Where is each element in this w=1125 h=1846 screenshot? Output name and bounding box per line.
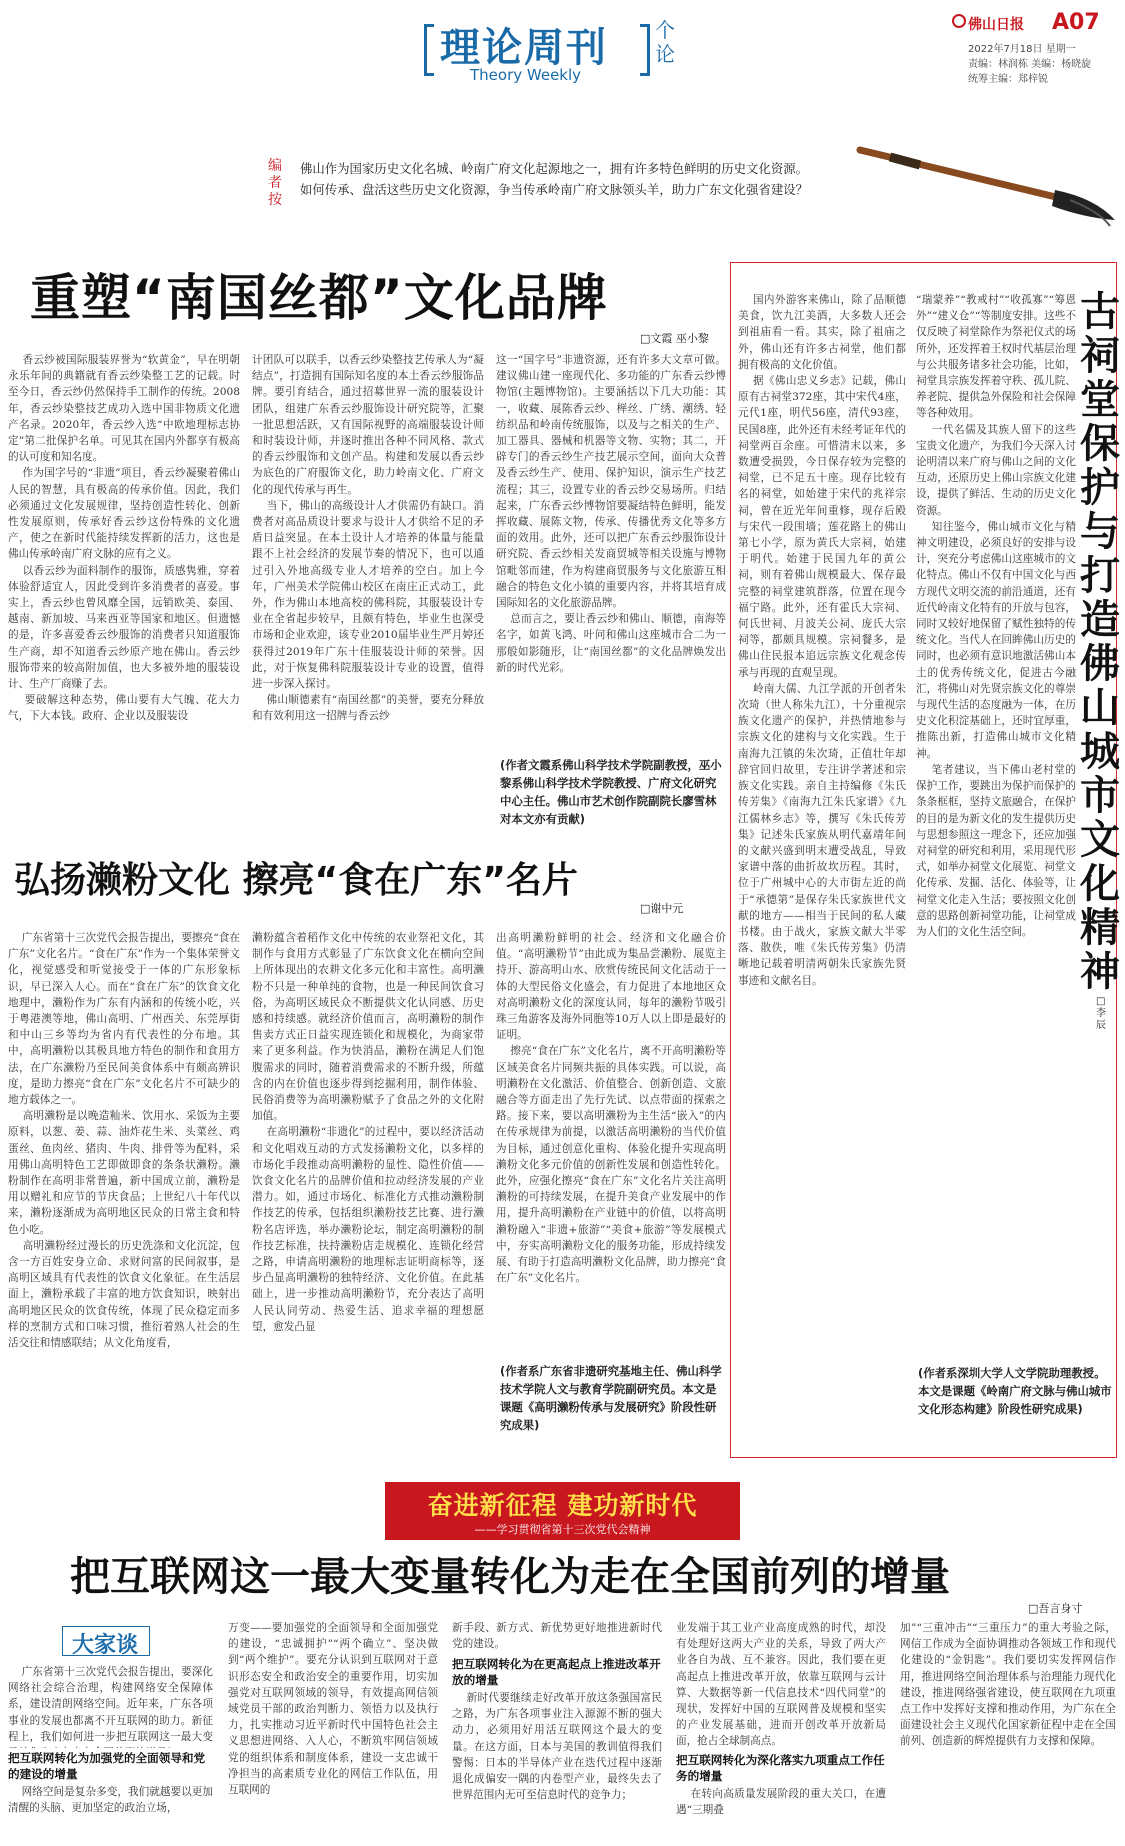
article4-subhead-2: 把互联网转化为在更高起点上推进改革开放的增量 (452, 1657, 661, 1687)
article1-author-credit: (作者文霞系佛山科学技术学院副教授，巫小黎系佛山科学技术学院教授、广府文化研究中心主任。佛山市艺术创作院副院长廖雪林对本文亦有贡献) (500, 758, 722, 826)
article2-author-credit: (作者系广东省非遗研究基地主任、佛山科学技术学院人文与教育学院副研究员。本文是课题《高明濑粉传承与发展研究》阶段性研究成果) (500, 1364, 722, 1432)
article4-subhead-1: 把互联网转化为加强党的全面领导和党的建设的增量 (8, 1751, 206, 1781)
article4-byline: □吾言身寸 (1028, 1602, 1083, 1615)
article3-column-2-continued (916, 1112, 1112, 1362)
paper-name: 佛山日报 (968, 17, 1024, 33)
article3-author-credit: (作者系深圳大学人文学院助理教授。本文是课题《岭南广府文脉与佛山城市文化形态构建》阶段性研究成果) (918, 1366, 1112, 1416)
campaign-banner-subtitle: ——学习贯彻省第十三次党代会精神 (474, 1523, 651, 1536)
article3-column-2: “瑞蒙养”“教戒村”“收孤寡”“筹恩外”“建义仓”“等制度安排。这些不仅反映了祠堂除作为祭祀仪式的场所外，还发挥着王权时代基层治理与公共服务诸多社会功能，比如，祠堂具宗族发挥着守秩、孤儿院、养老院、提供急外保险和社会保障等各种效用。 一代名儒及其族人留下的这些宝贵文化遗产，为我们今天深入讨论明清以来广府与佛山之间的文化互动，还原历史上佛山宗族文化建设，提供了鲜活、生动的历史文化资源。 知往鉴今，佛山城市文化与精神文明建设，必须良好的安排与设计，突充分考虑佛山这座城市的文化特点。佛山不仅有中国文化与西方现代文明交流的前沿通道，还有近代岭南文化特有的开放与包容，同时又较好地保留了赋性独特的传统文化。当代人在回眸佛山历史的同时，也必须有意识地激活佛山本土的优秀传统文化，促进古今融汇，将佛山对先贤宗族文化的尊崇与现代生活的态度融为一体，在历史文化积淀基础上，还时宜厚重，推陈出新，打造佛山城市文化精神。 笔者建议，当下佛山老村堂的保护工作，要跳出为保护而保护的条条框框，坚持文旅融合，在保护的目的是为新文化的发生提供历史与思想参照这一理念下，还应加强对祠堂的研究和利用，采用现代形式，如举办祠堂文化展览、祠堂文化传承、发掘、活化、体验等，让祠堂文化走入生活；要按照文化创意的思路创新祠堂功能，让祠堂成为人们的文化生活空间。 (916, 294, 1076, 938)
article3-byline: □李辰 (1096, 996, 1106, 1031)
article4-column-1: 广东省第十三次党代会报告提出，要深化网络社会综合治理，构建网络安全保障体系，建设清朗网络空间。近年来，广东各项事业的发展也都离不开互联网的助力。新征程上，我们如何进一步把互联网这一最大变 (8, 1666, 213, 1743)
article4-column-2: 万变——要加强党的全面领导和全面加强党的建设，“忠诚拥护”“两个确立”、坚决做到“两个维护”。要充分认识到互联网对于意识形态安全和政治安全的重要作用，切实加强党对互联网领域的领导，有效提高网信领域党员干部的政治判断力、领悟力以及执行力，扎实推动习近平新时代中国特色社会主义思想进网络、入人心，不断筑牢网信领域党的组织体系和制度体系，建设一支忠诚干净担当的高素质专业化的网信工作队伍，用互联网的 (228, 1622, 438, 1797)
article4-title: 把互联网这一最大变量转化为走在全国前列的增量 (70, 1554, 950, 1600)
article4-column-5: 加”“三重冲击”“三重压力”的重大考验之际，网信工作成为全面协调推动各领域工作和现代化建设的“金钥匙”。我们要切实发挥网信作用，推进网络空间治理体系与治理能力现代化建设，推进网络强省建设，使互联网在九项重点工作中发挥好支撑和推动作用，为广东在全面建设社会主义现代化国家新征程中走在全国前列、创造新的辉煌提供有力支撑和保障。 (900, 1622, 1116, 1748)
paper-logo-icon (952, 14, 966, 28)
masthead-frame-right (640, 24, 650, 76)
article2-column-3: 出高明濑粉鲜明的社会、经济和文化融合价值。“高明濑粉节”由此成为集品尝濑粉、展览主持开、游高明山水、欣赏传统民间文化活动于一体的大型民俗文化盛会，有力促进了本地地区众对高明濑粉文化的深度认同，每年的濑粉节吸引珠三角游客及海外同胞等10万人以上即是最好的证明。 擦亮“食在广东”文化名片，离不开高明濑粉等区域美食名片同频共振的具体实践。可以说，高明濑粉在文化激活、价值整合、创新创造、文旅融合等方面走出了先行先试、以点带面的探索之路。接下来，要以高明濑粉为主生活“嵌入”的内在传承规律为前提，以激活高明濑粉的当代价值为目标，通过创意化重构、体验化提升实现高明濑粉文化多元价值的创新性发展和创造性转化。此外，应强化擦亮“食在广东”文化名片关注高明濑粉的可持续发展，在提升美食产业发展中的作用，提升高明濑粉在产业链中的价值，以将高明濑粉融入“非遗+旅游”“美食+旅游”等发展模式中，夯实高明濑粉文化的服务功能，形成持续发展、有助于打造高明濑粉文化品牌，助力擦亮“食在广东”文化名片。 (496, 932, 726, 1285)
article2-title: 弘扬濑粉文化 擦亮“食在广东”名片 (14, 860, 578, 901)
article3-title: 古祠堂保护与打造佛山城市文化精神 (1080, 289, 1120, 995)
page-number: A07 (1052, 10, 1100, 35)
editor-note-label: 编者按 (268, 158, 282, 208)
article4-subhead-3: 把互联网转化为深化落实九项重点工作任务的增量 (676, 1753, 885, 1783)
section-label: 大家谈 (72, 1633, 139, 1658)
masthead-tag: 个论 (655, 18, 675, 66)
editor-note-text: 佛山作为国家历史文化名城、岭南广府文化起源地之一，拥有许多特色鲜明的历史文化资源。如何传承、盘活这些历史文化资源，争当传承岭南广府文脉领头羊，助力广东文化强省建设？ (300, 161, 809, 197)
article4-column-1-body: 网络空间是复杂多变，我们就越要以更加清醒的头脑、更加坚定的政治立场， (8, 1786, 213, 1815)
article3-column-1: 国内外游客来佛山，除了品顺德美食，饮九江美酒，大多数人还会到祖庙看一看。其实，除了祖庙之外，佛山还有许多古祠堂，他们都拥有极高的文化价值。 据《佛山忠义乡志》记载，佛山原有古祠堂372座，其中宋代4座，元代1座，明代56座，清代93座，民国8座，此外还有未经考证年代的祠堂两百余座。可惜清末以来，多数遭受损毁，今日保存较为完整的祠堂，已不足五十座。现存比较有名的祠堂，如始建于宋代的兆祥宗祠，曾在近光年间重修，现存后殿与宋代一段围墙；莲花路上的佛山第七小学，原为黄氏大宗祠，始建于明代。始建于民国九年的黄公祠，则有着佛山规模最大、保存最完整的祠堂建筑群落，位置在现今福宁路。此外，还有霍氏大宗祠、何氏世祠、月波关公祠、庞氏大宗祠等，都颇具规模。宗祠餐多，是佛山住民报本追远宗族文化观念传承与再现的直观呈现。 岭南大儒、九江学派的开创者朱次琦（世人称朱九江），十分重视宗族文化遗产的保护，并热情地参与宗族文化的建构与文化实践。生于南海九江镇的朱次琦，正值壮年却辞官回归故里，专注讲学著述和宗族文化实践。亲自主持编修《朱氏传芳集》《南海九江朱氏家谱》《九江儒林乡志》等，撰写《朱氏传芳集》记述朱氏家族从明代嘉靖年间的文献兴盛到明末遭受战乱，导致家谱中落的曲折故坎历程。其时，位于广州城中心的大市街左近的尚于“承德第”是保存朱氏家族世代文献的地方——相当于民间的私人藏书楼。由于战火，家族文献大半零落、散佚，唯《朱氏传芳集》仍清晰地记载着明清两朝朱氏家族先贤事迹和文献名目。 (738, 294, 906, 987)
checker-credit: 统筹主编：郑梓锐 (968, 74, 1048, 85)
article1-title: 重塑“南国丝都”文化品牌 (30, 269, 608, 327)
article4-column-3: 新手段、新方式、新优势更好地推进新时代党的建设。 (452, 1622, 662, 1651)
article1-column-1: 香云纱被国际服装界誉为“软黄金”，早在明朝永乐年间的典籍就有香云纱染整工艺的记载。时至今日，香云纱仍然保持手工制作的传统。2008年，香云纱染整技艺成功入选中国非物质文化遗产名录。2020年，香云纱入选“中欧地理标志协定”第二批保护名单。可见其在国内外都享有极高的认可度和知名度。 作为国字号的“非遗”项目，香云纱凝聚着佛山人民的智慧，具有极高的传承价值。因此，我们必须通过文化发展规律，坚持创造性转化、创新性发展原则，传承好香云纱这份特殊的文化遗产，使之在新时代能持续发挥新的活力，这也是佛山传承岭南广府文脉的应有之义。 以香云纱为面料制作的服饰，质感隽雅，穿着体验舒适宜人，因此受到许多消费者的喜爱。事实上，香云纱也曾风靡全国，远销欧美、泰国、越南、新加坡、马来西亚等国家和地区。但遗憾的是，许多喜爱香云纱服饰的消费者只知道服饰生产商，却不知道香云纱原产地在佛山。香云纱服饰带来的较高附加值，也大多被外地的服装设计、生产厂商赚了去。 要破解这种态势，佛山要有大气魄、花大力气，下大本钱。政府、企业以及服装设 (8, 354, 240, 723)
masthead-frame-left (424, 24, 434, 76)
article4-column-4-body: 在转向高质量发展阶段的重大关口，在遭遇“三期叠 (676, 1788, 886, 1817)
article2-byline: □谢中元 (640, 902, 684, 915)
article2-column-1: 广东省第十三次党代会报告提出，要擦亮“食在广东”文化名片。“食在广东”作为一个集体荣誉文化，视觉感受和听觉接受于一体的广东形象标识，早已深入人心。而在“食在广东”的饮食文化地理中，濑粉作为广东有内涵和的传统小吃，兴于粤港澳等地，佛山高明、广州西关、东莞厚街和中山三乡等均为省内有代表性的分布地。其中，高明濑粉以其极具地方特色的制作和食用方法，在广东濑粉乃至民间美食体系中有颇高辨识度，是助力擦亮“食在广东”文化名片不可缺少的地方载体之一。 高明濑粉是以晚造籼米、饮用水、采饭为主要原料，以葱、姜、蒜、油炸花生米、头菜丝、鸡蛋丝、鱼肉丝、猪肉、牛肉、排骨等为配料，采用佛山高明特色工艺即做即食的条条状濑粉。濑粉制作在高明非常普遍，新中国成立前，濑粉是用以赠礼和应节的节庆食品；上世纪八十年代以来，濑粉逐渐成为高明地区民众的日常主食和特色小吃。 高明濑粉经过漫长的历史洗涤和文化沉淀，包含一方百姓安身立命、求财问富的民间叙事，是高明区域具有代表性的饮食文化象征。在生活层面上，濑粉承载了丰富的地方饮食知识，映射出高明地区民众的饮食传统，体现了民众稳定而多样的烹制方式和口味习惯，推衍着熟人社会的生活交往和情感联结；从文化角度看， (8, 932, 240, 1350)
article2-column-2: 濑粉蕴含着稻作文化中传统的农业祭祀文化，其制作与食用方式彰显了广东饮食文化在横向空间上所体现出的农耕文化多元化和丰富性。高明濑粉不只是一种单纯的食物，也是一种民间饮食习俗，为高明区域民众不断提供文化认同感、历史感和持续感。就经济价值而言，高明濑粉的制作售卖方式正日益实现连锁化和规模化，为商家带来了更多利益。作为快消品，濑粉在满足人们饱腹需求的同时，随着消费需求的不断升级，所蕴含的内在价值也逐步得到挖掘利用，制作体验、民俗消费等为高明濑粉赋予了食品之外的文化附加值。 在高明濑粉“非遗化”的过程中，要以经济活动和文化唱戏互动的方式发扬濑粉文化，以多样的市场化手段推动高明濑粉的显性、隐性价值——饮食文化名片的品牌价值和拉动经济发展的产业潜力。如，通过市场化、标准化方式推动濑粉制作技艺的传承，包括组织濑粉技艺比赛、进行濑粉名店评选，举办濑粉论坛，制定高明濑粉的制作技艺标准，扶持濑粉店走规模化、连锁化经营之路，申请高明濑粉的地理标志证明商标等，逐步凸显高明濑粉的独特经济、文化价值。在此基础上，进一步推动高明濑粉节，充分表达了高明人民认同劳动、热爱生活、追求幸福的理想愿望，愈发凸显 (252, 932, 484, 1333)
article4-column-3-body: 新时代要继续走好改革开放这条强国富民之路，为广东各项事业注入源源不断的强大动力，必须用好用活互联网这个最大的变量。在这方面，日本与美国的教训值得我们警惕：日本的半导体产业在迭代过程中逐渐退化成偏安一隅的内卷型产业，最终失去了世界范围内无可至信息时代的竞争力； (452, 1692, 662, 1802)
calligraphy-brush-illustration (830, 120, 1120, 230)
editor-credits: 责编：林润栋 美编：杨晓旋 (968, 59, 1092, 70)
article1-column-2: 计团队可以联手，以香云纱染整技艺传承人为“凝结点”，打造拥有国际知名度的本土香云纱服饰品牌。要引育结合，通过招募世界一流的服装设计团队，组建广东香云纱服饰设计研究院等，汇聚一批思想活跃，又有国际视野的高端服装设计师和时装设计师，并逐时推出各种不同风格、款式的香云纱服饰和文创产品。构建和发展以香云纱为底色的广府服饰文化，助力岭南文化、广府文化的现代传承与再生。 当下，佛山的高级设计人才供需仍有缺口。消费者对高品质设计要求与设计人才供给不足的矛盾日益突显。在本土设计人才培养的体量与能量跟不上社会经济的发展节奏的情况下，也可以通过引入外地高级专业人才培养的空白。加上今年，广州美术学院佛山校区在南庄正式动工，此外，作为佛山本地高校的佛科院，其服装设计专业在全省起步较早，且颇有特色，毕业生也深受市场和企业欢迎，该专业2010届毕业生严月婷还获得过2019年广东十佳服装设计师的荣誉。因此，对于恢复佛科院服装设计专业的设置，值得进一步深入探讨。 佛山顺德素有“南国丝都”的美誉，要充分释放和有效利用这一招牌与香云纱 (252, 354, 484, 723)
issue-date: 2022年7月18日 星期一 (968, 44, 1076, 55)
article4-column-4: 业发端于其工业产业高度成熟的时代，却没有处理好这两大产业的关系，导致了两大产业各自为战、互不兼容。因此，我们要在更高起点上推进改革开放，依靠互联网与云计算、大数据等新一代信息技术“四代同堂”的现状，发挥好中国的互联网普及规模和坚实的产业发展基础，进而开创改革开放新局面，抢占全球制高点。 (676, 1622, 886, 1748)
article1-byline: □文霞 巫小黎 (640, 332, 709, 345)
campaign-banner-title: 奋进新征程 建功新时代 (427, 1491, 698, 1520)
article1-column-3: 这一“国字号”非遗资源，还有许多大文章可做。建议佛山建一座现代化、多功能的广东香云纱博物馆(主题博物馆)。主要涵括以下几大功能：其一，收藏、展陈香云纱、榉丝、广绣、潮绣、轻纺织品和岭南传统服饰，以及与之相关的生产、加工器具、器械和机器等文物、实物；其二，开辟专门的香云纱生产技艺展示空间，面向大众普及香云纱生产、使用、保护知识，演示生产技艺流程；其三，设置专业的香云纱交易场所。归结起来，广东香云纱博物馆要凝结特色鲜明，能发挥收藏、展陈文物，传承、传播优秀文化等多方面的效用。此外，还可以把广东香云纱服饰设计研究院、香云纱相关发商贸城等相关设施与博物馆毗邻而建，作为构建商贸服务与文化旅游互相融合的特色文化小镇的重要内容，并将其培育成国际知名的文化旅游品牌。 总而言之，要让香云纱和佛山、顺德，南海等名字，如黄飞鸿、叶问和佛山这座城市合二为一那般如影随形，让“南国丝都”的文化品牌焕发出新的时代光彩。 (496, 354, 726, 674)
masthead-subtitle: Theory Weekly (470, 66, 582, 84)
masthead-title: 理论周刊 (440, 25, 608, 71)
